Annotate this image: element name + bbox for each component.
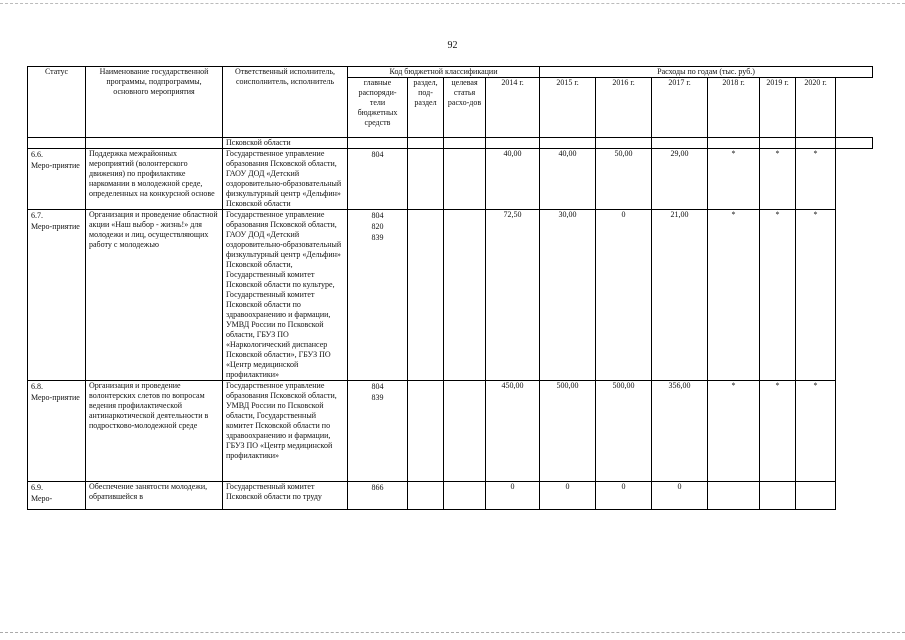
table-row — [28, 381, 873, 482]
header-year: 2020 г. — [796, 78, 836, 138]
row-responsible: Государственное управление образования Псковской области, ГАОУ ДОД «Детский оздоровительно-образовательный физкультурный центр «Дельфин» Псковской области — [223, 149, 348, 210]
row-status: Меро- — [31, 494, 53, 503]
page-number: 92 — [447, 40, 458, 51]
table-row — [28, 210, 873, 381]
year-value: 0 — [596, 482, 652, 510]
header-status: Статус — [28, 67, 86, 138]
row-rzpr — [408, 381, 444, 482]
year-value: * — [708, 210, 760, 381]
year-value: 40,00 — [540, 149, 596, 210]
year-value: 50,00 — [596, 149, 652, 210]
grbs-code: 820 — [371, 222, 384, 231]
year-value: * — [708, 381, 760, 482]
year-value: 0 — [540, 482, 596, 510]
table-cell — [408, 138, 444, 149]
row-responsible: Государственный комитет Псковской области по труду — [223, 482, 348, 510]
header-budget-code: Код бюджетной классификации — [348, 67, 540, 78]
continuation-text: Псковской области — [223, 138, 348, 149]
row-rzpr — [408, 210, 444, 381]
year-value: 0 — [596, 210, 652, 381]
budget-table — [27, 66, 873, 510]
header-rzpr: раздел, под-раздел — [408, 78, 444, 138]
year-value: * — [796, 381, 836, 482]
table-cell — [708, 138, 760, 149]
year-value: 500,00 — [596, 381, 652, 482]
year-value: 0 — [486, 482, 540, 510]
year-value: 72,50 — [486, 210, 540, 381]
row-grbs — [348, 149, 408, 210]
grbs-code: 804 — [371, 150, 384, 159]
row-name: Поддержка межрайонных мероприятий (волонтерского движения) по профилактике наркомании в молодежной среде, определенных на конкурсной основе — [86, 149, 223, 210]
row-grbs — [348, 482, 408, 510]
row-rzpr — [408, 482, 444, 510]
table-cell — [28, 138, 86, 149]
table-row — [28, 149, 873, 210]
row-rzpr — [408, 149, 444, 210]
table-cell — [596, 138, 652, 149]
row-status: Меро-приятие — [31, 222, 80, 231]
grbs-code: 804 — [371, 211, 384, 220]
row-status: Меро-приятие — [31, 161, 80, 170]
row-csr — [444, 381, 486, 482]
table-cell — [348, 138, 408, 149]
year-value: 30,00 — [540, 210, 596, 381]
table-cell — [836, 138, 873, 149]
table-cell — [652, 138, 708, 149]
row-name: Обеспечение занятости молодежи, обратившейся в — [86, 482, 223, 510]
year-value: * — [708, 149, 760, 210]
year-value: * — [796, 210, 836, 381]
year-value: 29,00 — [652, 149, 708, 210]
grbs-code: 839 — [371, 393, 384, 402]
row-number: 6.7. — [31, 211, 43, 220]
header-year: 2016 г. — [596, 78, 652, 138]
row-responsible: Государственное управление образования Псковской области, ГАОУ ДОД «Детский оздоровительно-образовательный физкультурный центр «Дельфин» Псковской области, Государственный комитет Псковской области по культуре, Государственный комитет Псковской области по здравоохранению и фармации, УМВД России по Псковской области, ГБУЗ ПО «Наркологический диспансер Псковской области», ГБУЗ ПО «Центр медицинской профилактики» — [223, 210, 348, 381]
row-name: Организация и проведение волонтерских слетов по вопросам ведения профилактической антинаркотической деятельности в подростково-молодежной среде — [86, 381, 223, 482]
row-grbs — [348, 210, 408, 381]
row-status: Меро-приятие — [31, 393, 80, 402]
year-value: 500,00 — [540, 381, 596, 482]
row-name: Организация и проведение областной акции «Наш выбор - жизнь!» для молодежи и лиц, осуществляющих работу с молодежью — [86, 210, 223, 381]
header-year: 2017 г. — [652, 78, 708, 138]
row-responsible: Государственное управление образования Псковской области, УМВД России по Псковской области, Государственный комитет Псковской области по здравоохранению и фармации, ГБУЗ ПО «Центр медицинской профилактики» — [223, 381, 348, 482]
grbs-code: 804 — [371, 382, 384, 391]
header-year: 2019 г. — [760, 78, 796, 138]
year-value — [708, 482, 760, 510]
scan-top-edge — [0, 3, 905, 4]
status-cell — [28, 381, 86, 482]
row-grbs — [348, 381, 408, 482]
year-value: 356,00 — [652, 381, 708, 482]
year-value: * — [760, 381, 796, 482]
header-year: 2014 г. — [486, 78, 540, 138]
table-cell — [796, 138, 836, 149]
year-value: 40,00 — [486, 149, 540, 210]
row-number: 6.6. — [31, 150, 43, 159]
header-year: 2015 г. — [540, 78, 596, 138]
header-expenses: Расходы по годам (тыс. руб.) — [540, 67, 873, 78]
status-cell — [28, 210, 86, 381]
year-value: * — [760, 149, 796, 210]
table-row — [28, 482, 873, 510]
year-value: 0 — [652, 482, 708, 510]
header-year: 2018 г. — [708, 78, 760, 138]
row-csr — [444, 482, 486, 510]
year-value: * — [760, 210, 796, 381]
table-cell — [540, 138, 596, 149]
year-value — [796, 482, 836, 510]
table-cell — [86, 138, 223, 149]
grbs-code: 839 — [371, 233, 384, 242]
header-name: Наименование государственной программы, подпрограммы, основного мероприятия — [86, 67, 223, 138]
table-cell — [486, 138, 540, 149]
header-responsible: Ответственный исполнитель, соисполнитель, исполнитель — [223, 67, 348, 138]
status-cell — [28, 482, 86, 510]
row-number: 6.8. — [31, 382, 43, 391]
continuation-row — [28, 138, 873, 149]
row-csr — [444, 149, 486, 210]
scan-bottom-edge — [0, 632, 905, 633]
grbs-code: 866 — [371, 483, 384, 492]
row-csr — [444, 210, 486, 381]
status-cell — [28, 149, 86, 210]
year-value — [760, 482, 796, 510]
table-cell — [760, 138, 796, 149]
table-cell — [444, 138, 486, 149]
year-value: 21,00 — [652, 210, 708, 381]
header-csr: целевая статья расхо-дов — [444, 78, 486, 138]
year-value: * — [796, 149, 836, 210]
row-number: 6.9. — [31, 483, 43, 492]
header-grbs: главные распоряди-тели бюджетных средств — [348, 78, 408, 138]
header-row-1 — [28, 67, 873, 78]
year-value: 450,00 — [486, 381, 540, 482]
